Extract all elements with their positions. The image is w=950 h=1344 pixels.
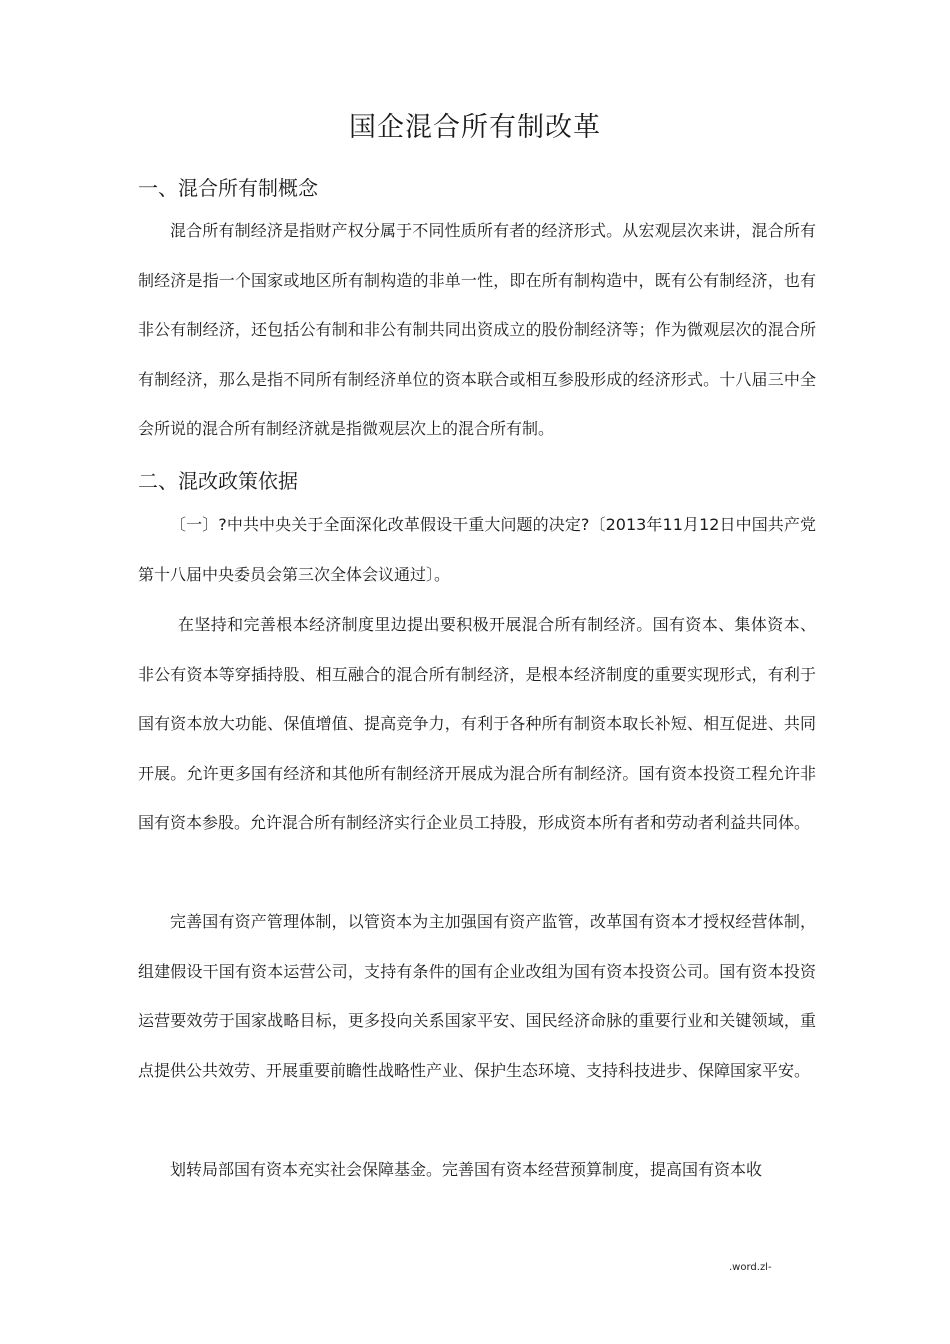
- section-heading-concept: 一、混合所有制概念: [138, 176, 318, 200]
- document-title: 国企混合所有制改革: [349, 112, 601, 143]
- footer-watermark: .word.zl-: [729, 1262, 772, 1273]
- section-heading-policy: 二、混改政策依据: [138, 469, 298, 493]
- paragraph-social-security: 划转局部国有资本充实社会保障基金。完善国有资本经营预算制度，提高国有资本收: [170, 1160, 763, 1179]
- paragraph-mixed-economy: 在坚持和完善根本经济制度里边提出要积极开展混合所有制经济。国有资本、集体资本、非公有资本等穿插持股、相互融合的混合所有制经济，是根本经济制度的重要实现形式，有利于国有资本放大功能、保值增值、提高竞争力，有利于各种所有制资本取长补短、相互促进、共同开展。允许更多国有经济和其他所有制经济开展成为混合所有制经济。国有资本投资工程允许非国有资本参股。允许混合所有制经济实行企业员工持股，形成资本所有者和劳动者利益共同体。: [138, 615, 816, 832]
- paragraph-concept: 混合所有制经济是指财产权分属于不同性质所有者的经济形式。从宏观层次来讲，混合所有制经济是指一个国家或地区所有制构造的非单一性，即在所有制构造中，既有公有制经济，也有非公有制经济，还包括公有制和非公有制共同出资成立的股份制经济等；作为微观层次的混合所有制经济，那么是指不同所有制经济单位的资本联合或相互参股形成的经济形式。十八届三中全会所说的混合所有制经济就是指微观层次上的混合所有制。: [138, 221, 816, 438]
- paragraph-decision: 〔一〕?中共中央关于全面深化改革假设干重大问题的决定?〔2013年11月12日中国共产党第十八届中央委员会第三次全体会议通过〕。: [138, 515, 816, 584]
- paragraph-asset-management: 完善国有资产管理体制，以管资本为主加强国有资产监管，改革国有资本才授权经营体制，组建假设干国有资本运营公司，支持有条件的国有企业改组为国有资本投资公司。国有资本投资运营要效劳于国家战略目标，更多投向关系国家平安、国民经济命脉的重要行业和关键领域，重点提供公共效劳、开展重要前瞻性战略性产业、保护生态环境、支持科技进步、保障国家平安。: [138, 912, 816, 1080]
